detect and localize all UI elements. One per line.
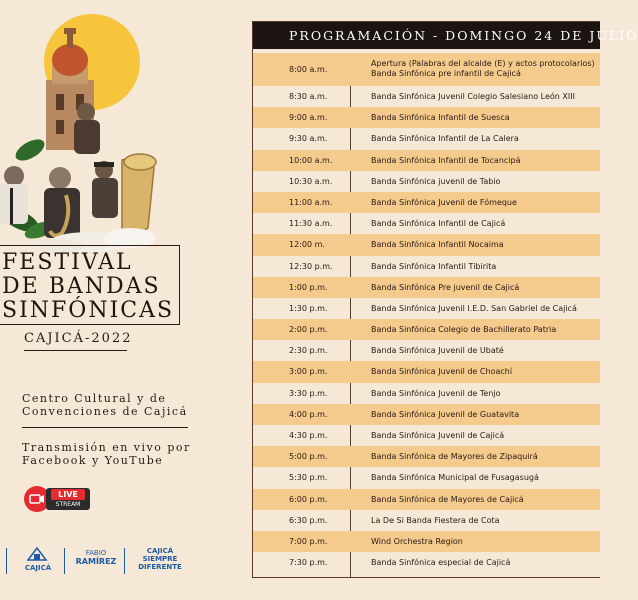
- schedule-act-line1: Banda Sinfónica especial de Cajicá: [371, 558, 511, 568]
- schedule-time: 12:00 m.: [289, 240, 325, 250]
- schedule-row: [253, 489, 600, 510]
- schedule-act: [371, 150, 520, 171]
- schedule-act-line1: Banda Sinfónica Colegio de Bachillerato Patria: [371, 325, 557, 335]
- schedule-rows: [253, 53, 600, 573]
- schedule-time: 10:30 a.m.: [289, 176, 333, 186]
- schedule-row: [253, 107, 600, 128]
- schedule-act: [371, 319, 556, 340]
- schedule-act-line1: Banda Sinfónica Infantil de La Calera: [371, 134, 519, 144]
- schedule-row: [253, 531, 600, 552]
- festival-title-line1: FESTIVAL: [2, 250, 133, 275]
- schedule-act: [371, 298, 577, 319]
- schedule-act: [371, 213, 505, 234]
- musician-woman-illustration: [74, 103, 100, 154]
- schedule-table: [252, 21, 638, 578]
- schedule-act-line1: Apertura (Palabras del alcalde (E) y actos protocolarios): [371, 59, 595, 68]
- schedule-row: [253, 53, 600, 86]
- schedule-row: [253, 425, 600, 446]
- schedule-act: [371, 510, 500, 531]
- schedule-act-line1: Banda Sinfónica Juvenil de Fómeque: [371, 197, 517, 207]
- saxophone-player-illustration: [44, 167, 80, 238]
- schedule-row: [253, 298, 600, 319]
- schedule-time: 1:30 p.m.: [289, 303, 328, 313]
- schedule-time: 8:30 a.m.: [289, 92, 328, 101]
- slogan-line1: CAJICÁ: [146, 547, 174, 555]
- schedule-time: 6:00 p.m.: [289, 494, 328, 504]
- logo-separator: [124, 548, 125, 574]
- schedule-act: [371, 192, 517, 213]
- schedule-act-line1: Banda Sinfónica Infantil de Tocancipá: [371, 155, 521, 165]
- schedule-act-line1: Banda Sinfónica Juvenil Colegio Salesiano León XIII: [371, 92, 575, 101]
- schedule-act: [371, 86, 575, 107]
- schedule-act: [371, 383, 501, 404]
- schedule-act: [371, 552, 510, 573]
- schedule-time: 6:30 p.m.: [289, 515, 328, 525]
- schedule-act: [371, 361, 512, 382]
- trumpet-player-illustration: [92, 161, 118, 218]
- stream-line2: Facebook y YouTube: [22, 454, 164, 467]
- schedule-act-line1: Banda Sinfónica Municipal de Fusagasugá: [371, 473, 539, 483]
- schedule-row: [253, 552, 600, 573]
- schedule-time: 4:30 p.m.: [289, 431, 328, 440]
- live-pill: [46, 488, 90, 510]
- schedule-time: 2:00 p.m.: [289, 325, 328, 335]
- schedule-time: 3:00 p.m.: [289, 367, 328, 377]
- schedule-act-line1: Wind Orchestra Region: [371, 536, 463, 546]
- schedule-row: [253, 340, 600, 361]
- schedule-act-line1: Banda Sinfónica Juvenil I.E.D. San Gabriel de Cajicá: [371, 303, 577, 313]
- festival-subtitle: CAJICÁ-2022: [24, 331, 133, 346]
- schedule-act-line1: Banda Sinfónica Infantil de Cajicá: [371, 219, 506, 229]
- schedule-act: [371, 446, 538, 467]
- schedule-act-line1: Banda Sinfónica Pre juvenil de Cajicá: [371, 282, 520, 292]
- schedule-row: [253, 150, 600, 171]
- schedule-act-line1: Banda Sinfónica de Mayores de Zipaquirá: [371, 452, 538, 462]
- cajica-crest-icon: [26, 546, 48, 562]
- stream-label: STREAM: [55, 501, 81, 508]
- venue-line2: Convenciones de Cajicá: [22, 405, 188, 418]
- schedule-act: [371, 425, 504, 446]
- schedule-row: [253, 171, 600, 192]
- schedule-act: [371, 467, 539, 488]
- fabio-logo-line2: RAMÍREZ: [75, 557, 117, 566]
- schedule-act: [371, 489, 524, 510]
- fabio-logo-line1: FABIO: [85, 549, 107, 557]
- schedule-act: [371, 340, 504, 361]
- tuba-illustration: [122, 154, 156, 233]
- stream-line1: Transmisión en vivo por: [22, 441, 191, 454]
- logo-separator: [6, 548, 7, 574]
- schedule-time: 11:30 a.m.: [289, 219, 333, 229]
- subtitle-divider: [24, 350, 127, 351]
- schedule-time: 5:00 p.m.: [289, 452, 328, 462]
- venue-line1: Centro Cultural y de: [22, 392, 167, 405]
- festival-title-line2: DE BANDAS: [2, 274, 161, 299]
- schedule-row: [253, 404, 600, 425]
- schedule-row: [253, 277, 600, 298]
- schedule-row: [253, 383, 600, 404]
- venue-divider: [22, 427, 188, 428]
- festival-title-line3: SINFÓNICAS: [2, 298, 175, 323]
- schedule-time: 2:30 p.m.: [289, 346, 328, 356]
- live-stream-badge: [24, 486, 88, 512]
- schedule-act: [371, 171, 500, 192]
- sponsor-logos: [0, 544, 200, 580]
- slogan-line2: SIEMPRE: [142, 555, 178, 563]
- cajica-logo-text: CAJICÁ: [24, 564, 52, 572]
- schedule-act-line2: Banda Sinfónica pre infantil de Cajicá: [371, 69, 521, 78]
- schedule-row: [253, 234, 600, 255]
- schedule-row: [253, 192, 600, 213]
- schedule-row: [253, 256, 600, 277]
- schedule-act-line1: La De Si Banda Fiestera de Cota: [371, 515, 500, 525]
- schedule-act-line1: Banda Sinfónica Infantil de Suesca: [371, 113, 510, 123]
- schedule-row: [253, 319, 600, 340]
- schedule-act: [371, 277, 519, 298]
- schedule-act-line1: Banda Sinfónica Juvenil de Tenjo: [371, 388, 501, 398]
- schedule-time: 4:00 p.m.: [289, 409, 328, 419]
- schedule-act: [371, 404, 519, 425]
- schedule-act: [371, 59, 595, 79]
- schedule-time: 11:00 a.m.: [289, 197, 333, 207]
- live-label: LIVE: [51, 489, 85, 500]
- schedule-time: 7:00 p.m.: [289, 536, 328, 546]
- schedule-time: 8:00 a.m.: [289, 65, 328, 74]
- musicians-collage-illustration: [0, 20, 160, 250]
- schedule-time: 9:30 a.m.: [289, 134, 328, 144]
- schedule-time: 10:00 a.m.: [289, 155, 333, 165]
- schedule-act: [371, 256, 496, 277]
- festival-title-box: [0, 245, 180, 325]
- schedule-time: 12:30 p.m.: [289, 261, 333, 271]
- clarinet-player-illustration: [0, 166, 28, 224]
- schedule-act-line1: Banda Sinfónica Juvenil de Guatavita: [371, 409, 520, 419]
- schedule-act: [371, 234, 504, 255]
- logo-separator: [64, 548, 65, 574]
- schedule-time: 3:30 p.m.: [289, 388, 328, 398]
- schedule-row: [253, 86, 600, 107]
- schedule-act-line1: Banda Sinfónica Infantil Nocaima: [371, 240, 504, 250]
- schedule-act: [371, 128, 519, 149]
- schedule-row: [253, 213, 600, 234]
- schedule-row: [253, 128, 600, 149]
- schedule-act-line1: Banda Sinfónica de Mayores de Cajicá: [371, 494, 524, 504]
- schedule-row: [253, 446, 600, 467]
- schedule-act: [371, 531, 463, 552]
- schedule-row: [253, 361, 600, 382]
- schedule-act-line1: Banda Sinfónica Juvenil de Ubaté: [371, 346, 504, 356]
- schedule-act-line1: Banda Sinfónica Juvenil de Choachí: [371, 367, 513, 377]
- schedule-time: 9:00 a.m.: [289, 113, 328, 123]
- schedule-act-line1: Banda Sinfónica Infantil Tibirita: [371, 261, 497, 271]
- schedule-row: [253, 510, 600, 531]
- schedule-time: 1:00 p.m.: [289, 282, 328, 292]
- schedule-time: 5:30 p.m.: [289, 473, 328, 483]
- schedule-time: 7:30 p.m.: [289, 558, 328, 568]
- schedule-act-line1: Banda Sinfónica Juvenil de Cajicá: [371, 431, 505, 440]
- schedule-header: PROGRAMACIÓN - DOMINGO 24 DE JULIO: [253, 22, 600, 49]
- slogan-line3: DIFERENTE: [138, 563, 182, 571]
- schedule-act-line1: Banda Sinfónica juvenil de Tabio: [371, 176, 501, 186]
- schedule-row: [253, 467, 600, 488]
- schedule-act: [371, 107, 510, 128]
